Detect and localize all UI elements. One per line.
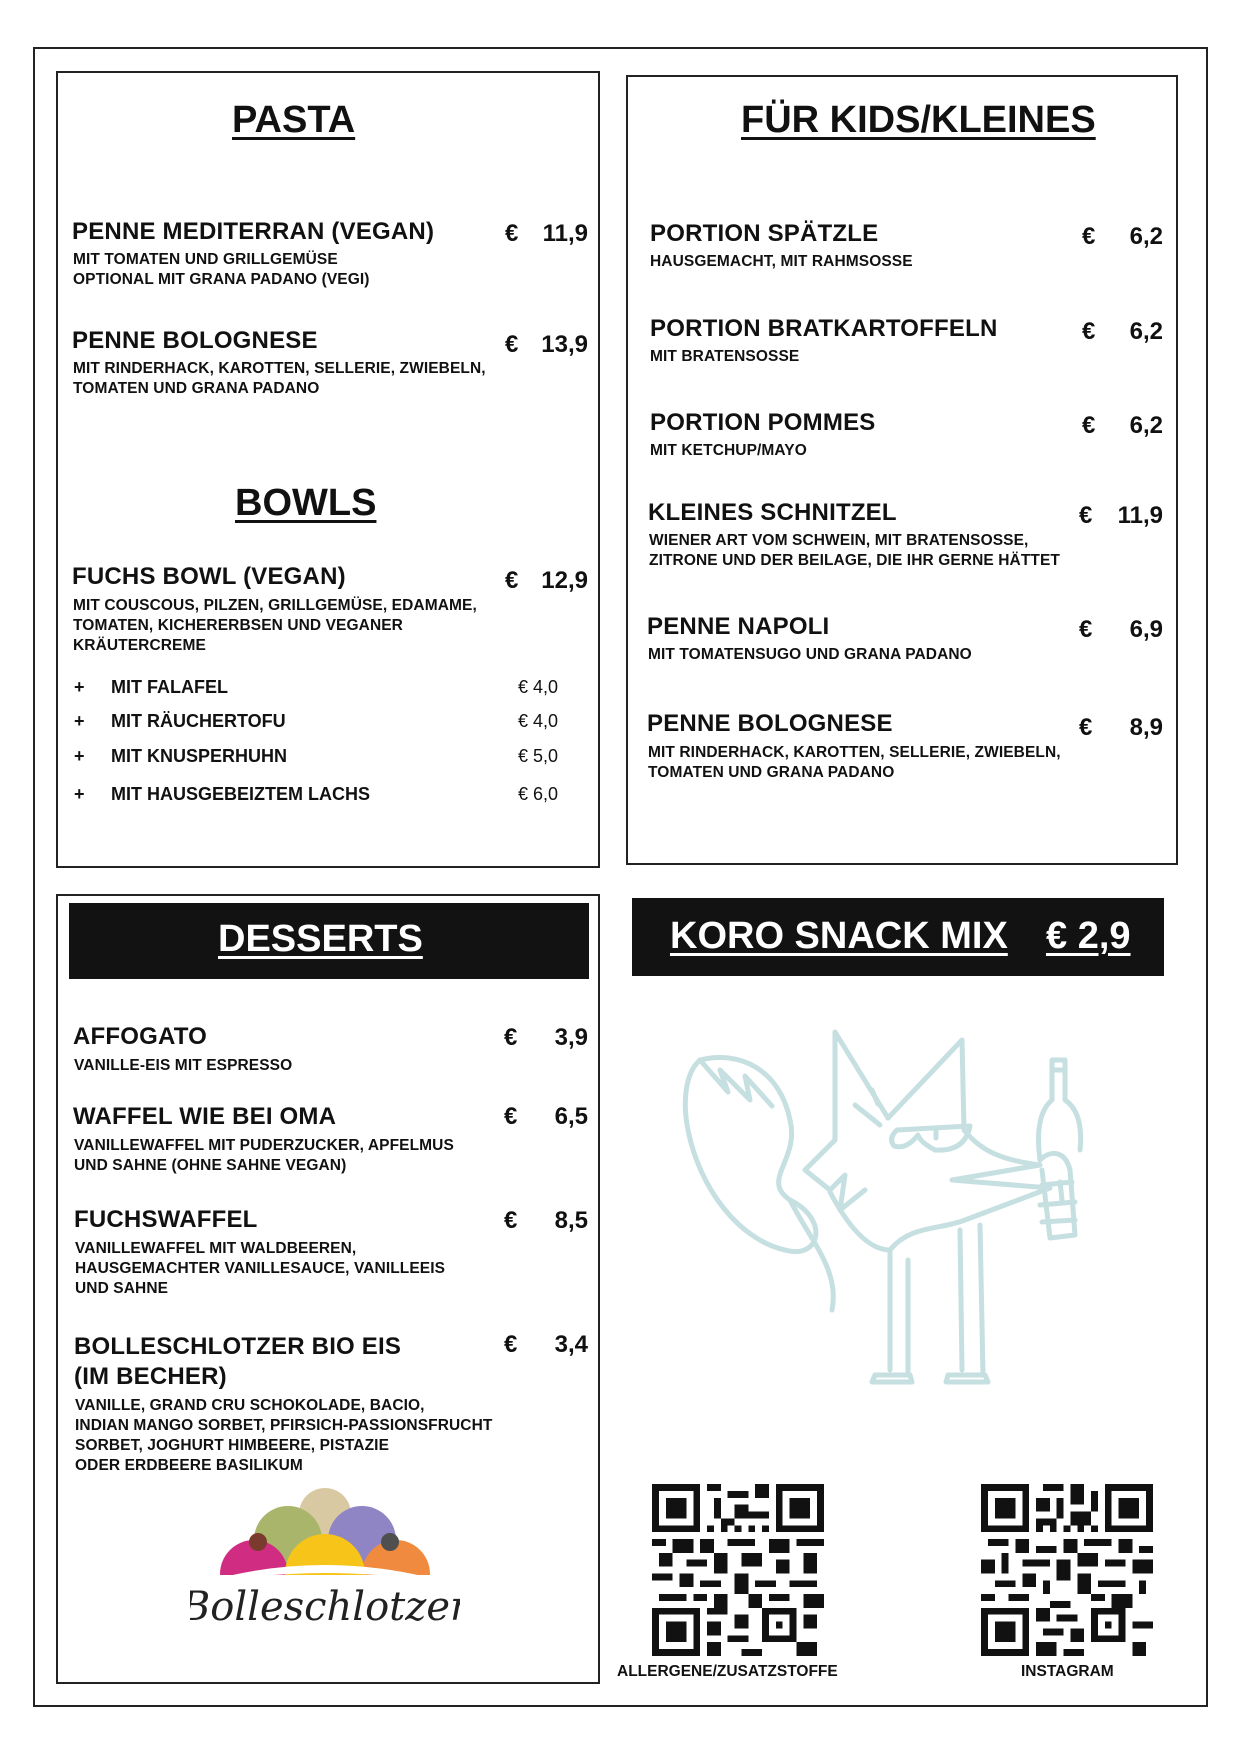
currency-symbol: € <box>504 1024 518 1051</box>
kids-item-price: 6,2 <box>1129 318 1163 345</box>
kids-heading: FÜR KIDS/KLEINES <box>741 99 1096 141</box>
kids-item-price: 6,9 <box>1129 616 1163 643</box>
snack-price: € 2,9 <box>1046 915 1131 957</box>
dessert-item-price: 6,5 <box>554 1103 588 1130</box>
currency-symbol: € <box>1079 714 1093 741</box>
currency-symbol: € <box>1079 616 1093 643</box>
addon-name: MIT HAUSGEBEIZTEM LACHS <box>111 784 370 804</box>
kids-item-price: 8,9 <box>1129 714 1163 741</box>
bowl-item-desc: MIT COUSCOUS, PILZEN, GRILLGEMÜSE, EDAMAME, TOMATEN, KICHERERBSEN UND VEGANER KRÄUTERCREME <box>73 597 477 654</box>
currency-symbol: € <box>505 331 519 358</box>
kids-item-desc: WIENER ART VOM SCHWEIN, MIT BRATENSOSSE, ZITRONE UND DER BEILAGE, DIE IHR GERNE HÄTTET <box>649 532 1060 569</box>
addon-price: € 6,0 <box>518 784 559 804</box>
pasta-item-name: PENNE MEDITERRAN (VEGAN) <box>72 218 435 245</box>
currency-symbol: € <box>505 220 519 247</box>
dessert-item-desc: VANILLE-EIS MIT ESPRESSO <box>74 1057 293 1074</box>
dessert-item-desc: VANILLEWAFFEL MIT WALDBEEREN, HAUSGEMACHTER VANILLESAUCE, VANILLEEIS UND SAHNE <box>75 1240 446 1297</box>
bowl-item-price: 12,9 <box>541 567 588 594</box>
dessert-item-name: BOLLESCHLOTZER BIO EIS <box>74 1333 402 1360</box>
kids-item-desc: MIT KETCHUP/MAYO <box>650 442 807 459</box>
addon-name: MIT KNUSPERHUHN <box>111 746 288 766</box>
addon-plus: + <box>74 711 85 731</box>
dessert-item-desc: VANILLEWAFFEL MIT PUDERZUCKER, APFELMUS UND SAHNE (OHNE SAHNE VEGAN) <box>74 1137 454 1174</box>
kids-item-name: KLEINES SCHNITZEL <box>648 499 897 526</box>
addon-name: MIT FALAFEL <box>111 677 228 697</box>
addon-plus: + <box>74 746 85 766</box>
addon-plus: + <box>74 784 85 804</box>
currency-symbol: € <box>1082 318 1096 345</box>
kids-item-name: PORTION BRATKARTOFFELN <box>650 315 998 342</box>
addon-price: € 4,0 <box>518 677 559 697</box>
kids-item-price: 6,2 <box>1129 412 1163 439</box>
kids-item-name: PORTION POMMES <box>650 409 876 436</box>
qr-caption-instagram: INSTAGRAM <box>1021 1663 1114 1680</box>
qr-code-allergens[interactable] <box>652 1484 824 1661</box>
kids-item-desc: HAUSGEMACHT, MIT RAHMSOSSE <box>650 253 913 270</box>
addon-price: € 5,0 <box>518 746 559 766</box>
bowl-item-name: FUCHS BOWL (VEGAN) <box>72 563 346 590</box>
pasta-item-price: 13,9 <box>541 331 588 358</box>
kids-item-price: 6,2 <box>1129 223 1163 250</box>
pasta-heading: PASTA <box>232 99 356 141</box>
currency-symbol: € <box>504 1207 518 1234</box>
pasta-item-price: 11,9 <box>542 220 588 247</box>
bowls-heading: BOWLS <box>235 482 377 524</box>
addon-price: € 4,0 <box>518 711 559 731</box>
dessert-item-desc: VANILLE, GRAND CRU SCHOKOLADE, BACIO, INDIAN MANGO SORBET, PFIRSICH-PASSIONSFRUCHT SORBET, JOGHURT HIMBEERE, PISTAZIE ODER ERDBEERE BASILIKUM <box>75 1397 493 1474</box>
currency-symbol: € <box>1079 502 1093 529</box>
currency-symbol: € <box>1082 223 1096 250</box>
dessert-item-price: 8,5 <box>554 1207 588 1234</box>
logo-wordmark: Bolleschlotzer <box>190 1584 460 1630</box>
addon-plus: + <box>74 677 85 697</box>
kids-item-name: PENNE NAPOLI <box>647 613 830 640</box>
pasta-item-desc: MIT TOMATEN UND GRILLGEMÜSE OPTIONAL MIT GRANA PADANO (VEGI) <box>73 251 370 288</box>
dessert-item-name: AFFOGATO <box>73 1023 208 1050</box>
dessert-item-name-line2: (IM BECHER) <box>74 1363 227 1390</box>
kids-item-price: 11,9 <box>1117 502 1163 529</box>
desserts-heading: DESSERTS <box>218 918 423 960</box>
currency-symbol: € <box>505 567 519 594</box>
kids-item-desc: MIT TOMATENSUGO UND GRANA PADANO <box>648 646 972 663</box>
addon-name: MIT RÄUCHERTOFU <box>111 711 286 731</box>
currency-symbol: € <box>1082 412 1096 439</box>
kids-item-desc: MIT RINDERHACK, KAROTTEN, SELLERIE, ZWIEBELN, TOMATEN UND GRANA PADANO <box>648 744 1061 781</box>
snack-name: KORO SNACK MIX <box>670 915 1008 957</box>
qr-caption-allergens: ALLERGENE/ZUSATZSTOFFE <box>617 1663 838 1680</box>
dessert-item-price: 3,4 <box>554 1331 588 1358</box>
qr-code-instagram[interactable] <box>981 1484 1153 1661</box>
kids-item-name: PORTION SPÄTZLE <box>650 220 879 247</box>
pasta-item-name: PENNE BOLOGNESE <box>72 327 318 354</box>
fox-illustration <box>680 1010 1140 1455</box>
pasta-item-desc: MIT RINDERHACK, KAROTTEN, SELLERIE, ZWIEBELN, TOMATEN UND GRANA PADANO <box>73 360 486 397</box>
bolleschlotzer-logo <box>190 1480 460 1645</box>
dessert-item-name: FUCHSWAFFEL <box>74 1206 258 1233</box>
currency-symbol: € <box>504 1331 518 1358</box>
kids-item-desc: MIT BRATENSOSSE <box>650 348 800 365</box>
currency-symbol: € <box>504 1103 518 1130</box>
dessert-item-name: WAFFEL WIE BEI OMA <box>73 1103 337 1130</box>
kids-item-name: PENNE BOLOGNESE <box>647 710 893 737</box>
dessert-item-price: 3,9 <box>554 1024 588 1051</box>
